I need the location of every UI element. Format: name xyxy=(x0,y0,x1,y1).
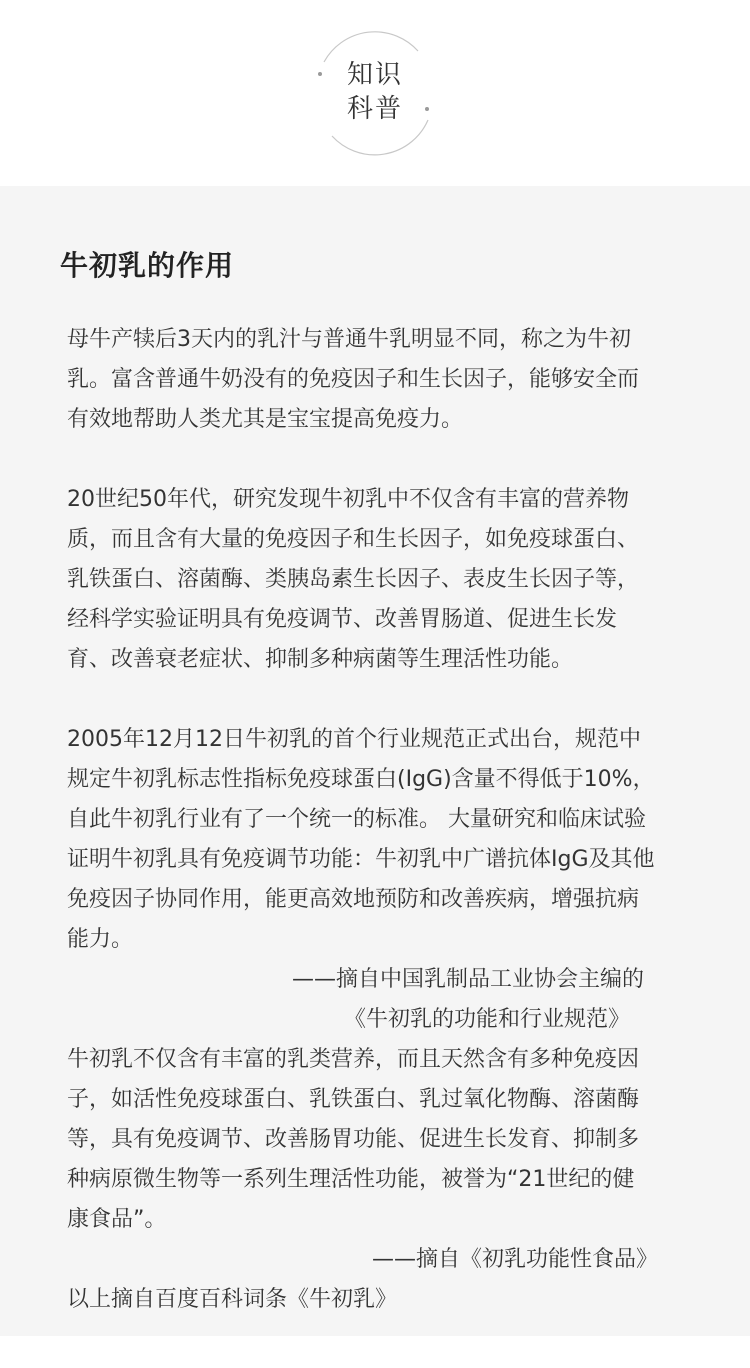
paragraph-intro xyxy=(67,320,707,440)
source-citation-line1: ——摘自中国乳制品工业协会主编的 xyxy=(292,967,645,992)
badge-text-line1: 知识 xyxy=(346,60,403,90)
paragraph-line: 免疫因子协同作用，能更高效地预防和改善疾病，增强抗病 xyxy=(67,887,640,912)
paragraph-line: 质，而且含有大量的免疫因子和生长因子，如免疫球蛋白、 xyxy=(67,527,640,552)
paragraph-line: 育、改善衰老症状、抑制多种病菌等生理活性功能。 xyxy=(67,647,574,672)
paragraph-line: 牛初乳不仅含有丰富的乳类营养，而且天然含有多种免疫因 xyxy=(67,1047,640,1072)
badge-text-line2: 科普 xyxy=(346,94,403,124)
paragraph-line: 种病原微生物等一系列生理活性功能，被誉为“21世纪的健 xyxy=(67,1167,635,1192)
paragraph-line: 乳。富含普通牛奶没有的免疫因子和生长因子，能够安全而 xyxy=(67,367,640,392)
paragraph-line: 规定牛初乳标志性指标免疫球蛋白(IgG)含量不得低于10%， xyxy=(67,767,655,792)
article-title: 牛初乳的作用 xyxy=(60,249,235,282)
paragraph-line: 子，如活性免疫球蛋白、乳铁蛋白、乳过氧化物酶、溶菌酶 xyxy=(67,1087,640,1112)
paragraph-line: 等，具有免疫调节、改善肠胃功能、促进生长发育、抑制多 xyxy=(67,1127,640,1152)
paragraph-line: 乳铁蛋白、溶菌酶、类胰岛素生长因子、表皮生长因子等， xyxy=(67,567,640,592)
paragraph-line: 有效地帮助人类尤其是宝宝提高免疫力。 xyxy=(67,407,464,432)
knowledge-badge xyxy=(310,28,440,158)
paragraph-line: 自此牛初乳行业有了一个统一的标准。 大量研究和临床试验 xyxy=(67,807,646,832)
paragraph-benefits xyxy=(67,1040,707,1240)
paragraph-line: 经科学实验证明具有免疫调节、改善胃肠道、促进生长发 xyxy=(67,607,618,632)
paragraph-line: 能力。 xyxy=(67,927,134,952)
paragraph-line: 证明牛初乳具有免疫调节功能：牛初乳中广谱抗体IgG及其他 xyxy=(67,847,655,872)
footer-note: 以上摘自百度百科词条《牛初乳》 xyxy=(67,1287,398,1312)
header-section xyxy=(0,0,750,186)
paragraph-line: 母牛产犊后3天内的乳汁与普通牛乳明显不同，称之为牛初 xyxy=(67,327,631,352)
paragraph-standard xyxy=(67,720,707,960)
source-citation-line2: 《牛初乳的功能和行业规范》 xyxy=(344,1007,631,1032)
paragraph-line: 20世纪50年代，研究发现牛初乳中不仅含有丰富的营养物 xyxy=(67,487,629,512)
paragraph-research xyxy=(67,480,707,680)
article-section xyxy=(0,186,750,1336)
paragraph-line: 康食品”。 xyxy=(67,1207,167,1232)
paragraph-line: 2005年12月12日牛初乳的首个行业规范正式出台，规范中 xyxy=(67,727,641,752)
source-citation-2: ——摘自《初乳功能性食品》 xyxy=(372,1247,659,1272)
